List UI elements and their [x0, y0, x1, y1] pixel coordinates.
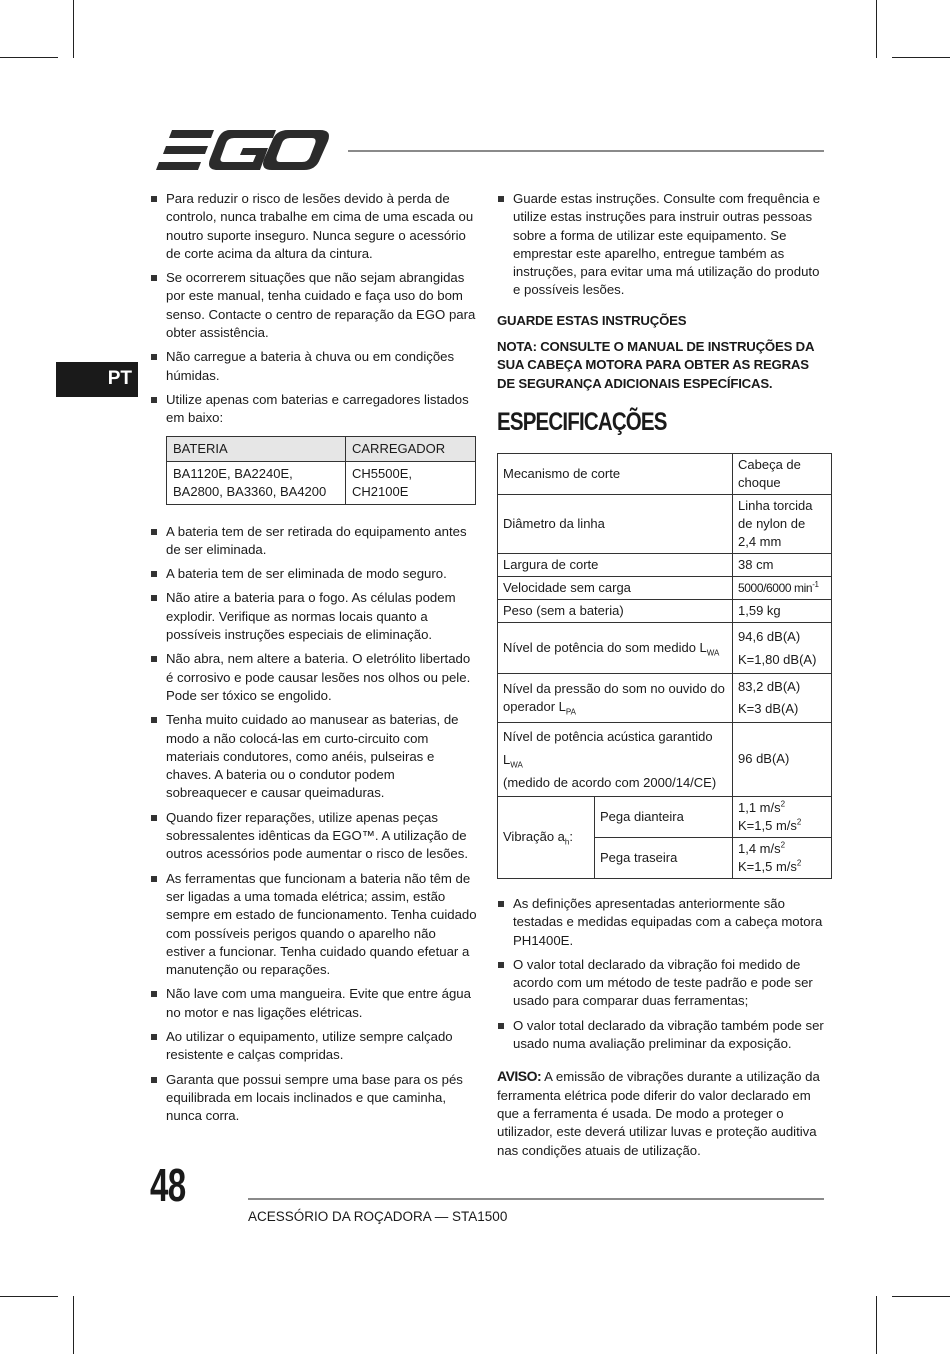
table-header: CARREGADOR: [346, 436, 476, 461]
list-item: Tenha muito cuidado ao manusear as baterias, de modo a não colocá-las em curto-circuito com materiais condutores, como anéis, pulseiras e chaves. A bateria ou o condutor podem sobreaquecer e causar queimaduras.: [150, 711, 477, 802]
list-item: As definições apresentadas anteriormente são testadas e medidas equipadas com a cabeça motora PH1400E.: [497, 895, 827, 950]
list-item: A bateria tem de ser eliminada de modo seguro.: [150, 565, 477, 583]
spec-value: 94,6 dB(A) K=1,80 dB(A): [733, 622, 832, 673]
spec-label: Diâmetro da linha: [498, 494, 733, 553]
table-row: [498, 553, 832, 576]
footer-title: ACESSÓRIO DA ROÇADORA — STA1500: [248, 1209, 508, 1224]
crop-mark: [73, 1296, 74, 1354]
spec-sublabel: Pega dianteira: [595, 796, 733, 837]
language-tab: PT: [56, 362, 138, 397]
list-item: Não atire a bateria para o fogo. As células podem explodir. Verifique as normas locais quanto a possíveis instruções especiais de eliminação.: [150, 589, 477, 644]
spec-label: Velocidade sem carga: [498, 576, 733, 599]
table-row: [498, 796, 832, 837]
spec-value: Cabeça de choque: [733, 453, 832, 494]
spec-value: 83,2 dB(A) K=3 dB(A): [733, 673, 832, 722]
list-item: Não abra, nem altere a bateria. O eletrólito libertado é corrosivo e pode causar lesões nos olhos ou pele. Pode ser tóxico se engolido.: [150, 650, 477, 705]
footer-rule: [248, 1198, 824, 1200]
battery-charger-table: [166, 436, 476, 505]
keep-instructions-heading: GUARDE ESTAS INSTRUÇÕES: [497, 312, 687, 328]
list-item: As ferramentas que funcionam a bateria não têm de ser ligadas a uma tomada elétrica; assim, estão sempre em estado de funcionamento. Tenha cuidado com possíveis perigos quando o aparelho não estiver a funcionar. Tenha cuidado quando efetuar a manutenção ou reparações.: [150, 870, 477, 980]
table-row: [498, 576, 832, 599]
list-item: O valor total declarado da vibração foi medido de acordo com um método de teste padrão e pode ser usado para comparar duas ferramentas;: [497, 956, 827, 1011]
spec-sublabel: Pega traseira: [595, 837, 733, 878]
spec-label: Vibração $a_h$:: [498, 796, 595, 878]
crop-mark: [876, 1296, 877, 1354]
list-item: Ao utilizar o equipamento, utilize sempre calçado resistente e calças compridas.: [150, 1028, 477, 1065]
spec-label: Nível da pressão do som no ouvido do operador $L_{PA}$: [498, 673, 733, 722]
spec-label: Mecanismo de corte: [498, 453, 733, 494]
list-item: Não carregue a bateria à chuva ou em condições húmidas.: [150, 348, 477, 385]
spec-value: 5000/6000 $\min^{-1}$: [733, 576, 832, 599]
spec-value: 38 cm: [733, 553, 832, 576]
spec-label: Peso (sem a bateria): [498, 599, 733, 622]
table-header: BATERIA: [167, 436, 346, 461]
list-item: Para reduzir o risco de lesões devido à perda de controlo, nunca trabalhe em cima de uma escada ou noutro suporte inseguro. Nunca segure o acessório de corte acima da altura da cintura.: [150, 190, 477, 263]
list-item: Utilize apenas com baterias e carregadores listados em baixo:: [150, 391, 477, 428]
table-row: [498, 622, 832, 673]
spec-value: 96 dB(A): [733, 722, 832, 796]
spec-notes-list: [497, 895, 827, 1053]
crop-mark: [0, 57, 58, 58]
crop-mark: [73, 0, 74, 58]
warning-paragraph: AVISO: A emissão de vibrações durante a utilização da ferramenta elétrica pode diferir do valor declarado em que a ferramenta é usada. De modo a proteger o utilizador, este deverá utilizar luvas e proteção auditiva nas condições atuais de utilização.: [497, 1068, 820, 1158]
table-cell: CH5500E, CH2100E: [346, 461, 476, 504]
table-cell: BA1120E, BA2240E, BA2800, BA3360, BA4200: [167, 461, 346, 504]
table-row: [498, 722, 832, 796]
spec-value: Linha torcida de nylon de 2,4 mm: [733, 494, 832, 553]
table-row: [498, 494, 832, 553]
list-item: Guarde estas instruções. Consulte com frequência e utilize estas instruções para instruir outras pessoas sobre a forma de utilizar este equipamento. Se emprestar este aparelho, entregue também as instruções, para evitar uma má utilização do produto e possíveis lesões.: [497, 190, 827, 300]
list-item: Se ocorrerem situações que não sejam abrangidas por este manual, tenha cuidado e faça uso do bom senso. Contacte o centro de reparação da EGO para obter assistência.: [150, 269, 477, 342]
spec-value: 1,4 $m/s^2$ K=1,5 $m/s^2$: [733, 837, 832, 878]
spec-value: 1,59 kg: [733, 599, 832, 622]
crop-mark: [892, 57, 950, 58]
list-item: Não lave com uma mangueira. Evite que entre água no motor e nas ligações elétricas.: [150, 985, 477, 1022]
specifications-title: ESPECIFICAÇÕES: [497, 407, 667, 436]
keep-instructions-list: [497, 190, 827, 300]
spec-label: Nível de potência acústica garantido $L_{WA}$ (medido de acordo com 2000/14/CE): [498, 722, 733, 796]
crop-mark: [892, 1296, 950, 1297]
safety-list-a: [150, 190, 477, 428]
ego-logo: [150, 128, 332, 172]
table-row: [498, 453, 832, 494]
note-heading: NOTA: CONSULTE O MANUAL DE INSTRUÇÕES DA SUA CABEÇA MOTORA PARA OBTER AS REGRAS DE SEGURANÇA ADICIONAIS ESPECÍFICAS.: [497, 339, 814, 391]
spec-label: Largura de corte: [498, 553, 733, 576]
table-row: [498, 599, 832, 622]
spec-value: 1,1 $m/s^2$ K=1,5 $m/s^2$: [733, 796, 832, 837]
list-item: O valor total declarado da vibração também pode ser usado numa avaliação preliminar da exposição.: [497, 1017, 827, 1054]
crop-mark: [876, 0, 877, 58]
table-row: [498, 673, 832, 722]
right-column: [497, 190, 827, 1160]
left-column: [150, 190, 477, 1131]
page-number: 48: [150, 1159, 186, 1211]
safety-list-b: [150, 523, 477, 1126]
list-item: A bateria tem de ser retirada do equipamento antes de ser eliminada.: [150, 523, 477, 560]
list-item: Quando fizer reparações, utilize apenas peças sobressalentes idênticas da EGO™. A utilização de outros acessórios pode aumentar o risco de lesões.: [150, 809, 477, 864]
spec-label: Nível de potência do som medido $L_{WA}$: [498, 622, 733, 673]
list-item: Garanta que possui sempre uma base para os pés equilibrada em locais inclinados e que caminha, nunca corra.: [150, 1071, 477, 1126]
specifications-table: [497, 453, 832, 879]
crop-mark: [0, 1296, 58, 1297]
header-rule: [348, 150, 824, 152]
